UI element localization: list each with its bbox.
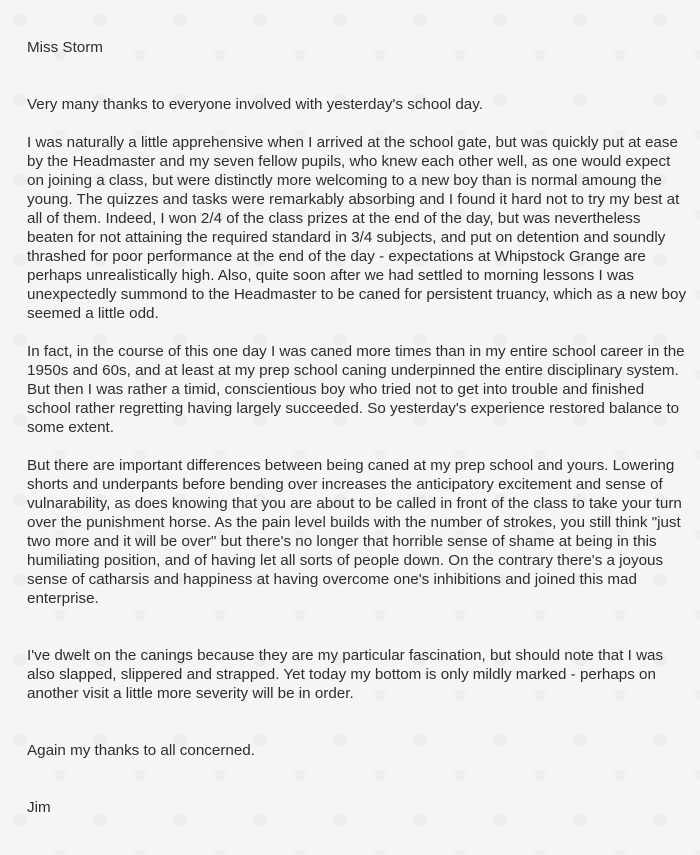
greeting: Miss Storm <box>27 39 103 56</box>
paragraph-differences: But there are important differences between being caned at my prep school and yours. Lowering shorts and underpants before bending over increases the anticipatory excitement and sense of vulnarability, as does knowing that you are about to be called in front of the class to take your turn over the punishment horse. As the pain level builds with the number of strokes, you still think "just two more and it will be over" but there's no longer that horrible sense of shame at being in this humiliating position, and of having let all sorts of people down. On the contrary there's a joyous sense of catharsis and happiness at having overcome one's inhibitions and joined this mad enterprise. <box>27 457 682 607</box>
signature: Jim <box>27 799 51 816</box>
paragraph-intro: Very many thanks to everyone involved with yesterday's school day. <box>27 96 483 113</box>
letter-body <box>27 38 687 817</box>
paragraph-school-day: I was naturally a little apprehensive when I arrived at the school gate, but was quickly put at ease by the Headmaster and my seven fellow pupils, who knew each other well, as one would expect on joining a class, but were distinctly more welcoming to a new boy than is normal amoung the young. The quizzes and tasks were remarkably absorbing and I found it hard not to try my best at all of them. Indeed, I won 2/4 of the class prizes at the end of the day, but was nevertheless beaten for not attaining the required standard in 3/4 subjects, and put on detention and soundly thrashed for poor performance at the end of the day - expectations at Whipstock Grange are perhaps unrealistically high. Also, quite soon after we had settled to morning lessons I was unexpectedly summond to the Headmaster to be caned for persistent truancy, which as a new boy seemed a little odd. <box>27 134 687 322</box>
closing-line: Again my thanks to all concerned. <box>27 742 255 759</box>
paragraph-canings: In fact, in the course of this one day I was caned more times than in my entire school career in the 1950s and 60s, and at least at my prep school caning underpinned the entire disciplinary system. But then I was rather a timid, conscientious boy who tried not to get into trouble and finished school rather regretting having largely succeeded. So yesterday's experience restored balance to some extent. <box>27 343 685 436</box>
paragraph-punishments: I've dwelt on the canings because they are my particular fascination, but should note that I was also slapped, slippered and strapped. Yet today my bottom is only mildly marked - perhaps on another visit a little more severity will be in order. <box>27 647 664 702</box>
